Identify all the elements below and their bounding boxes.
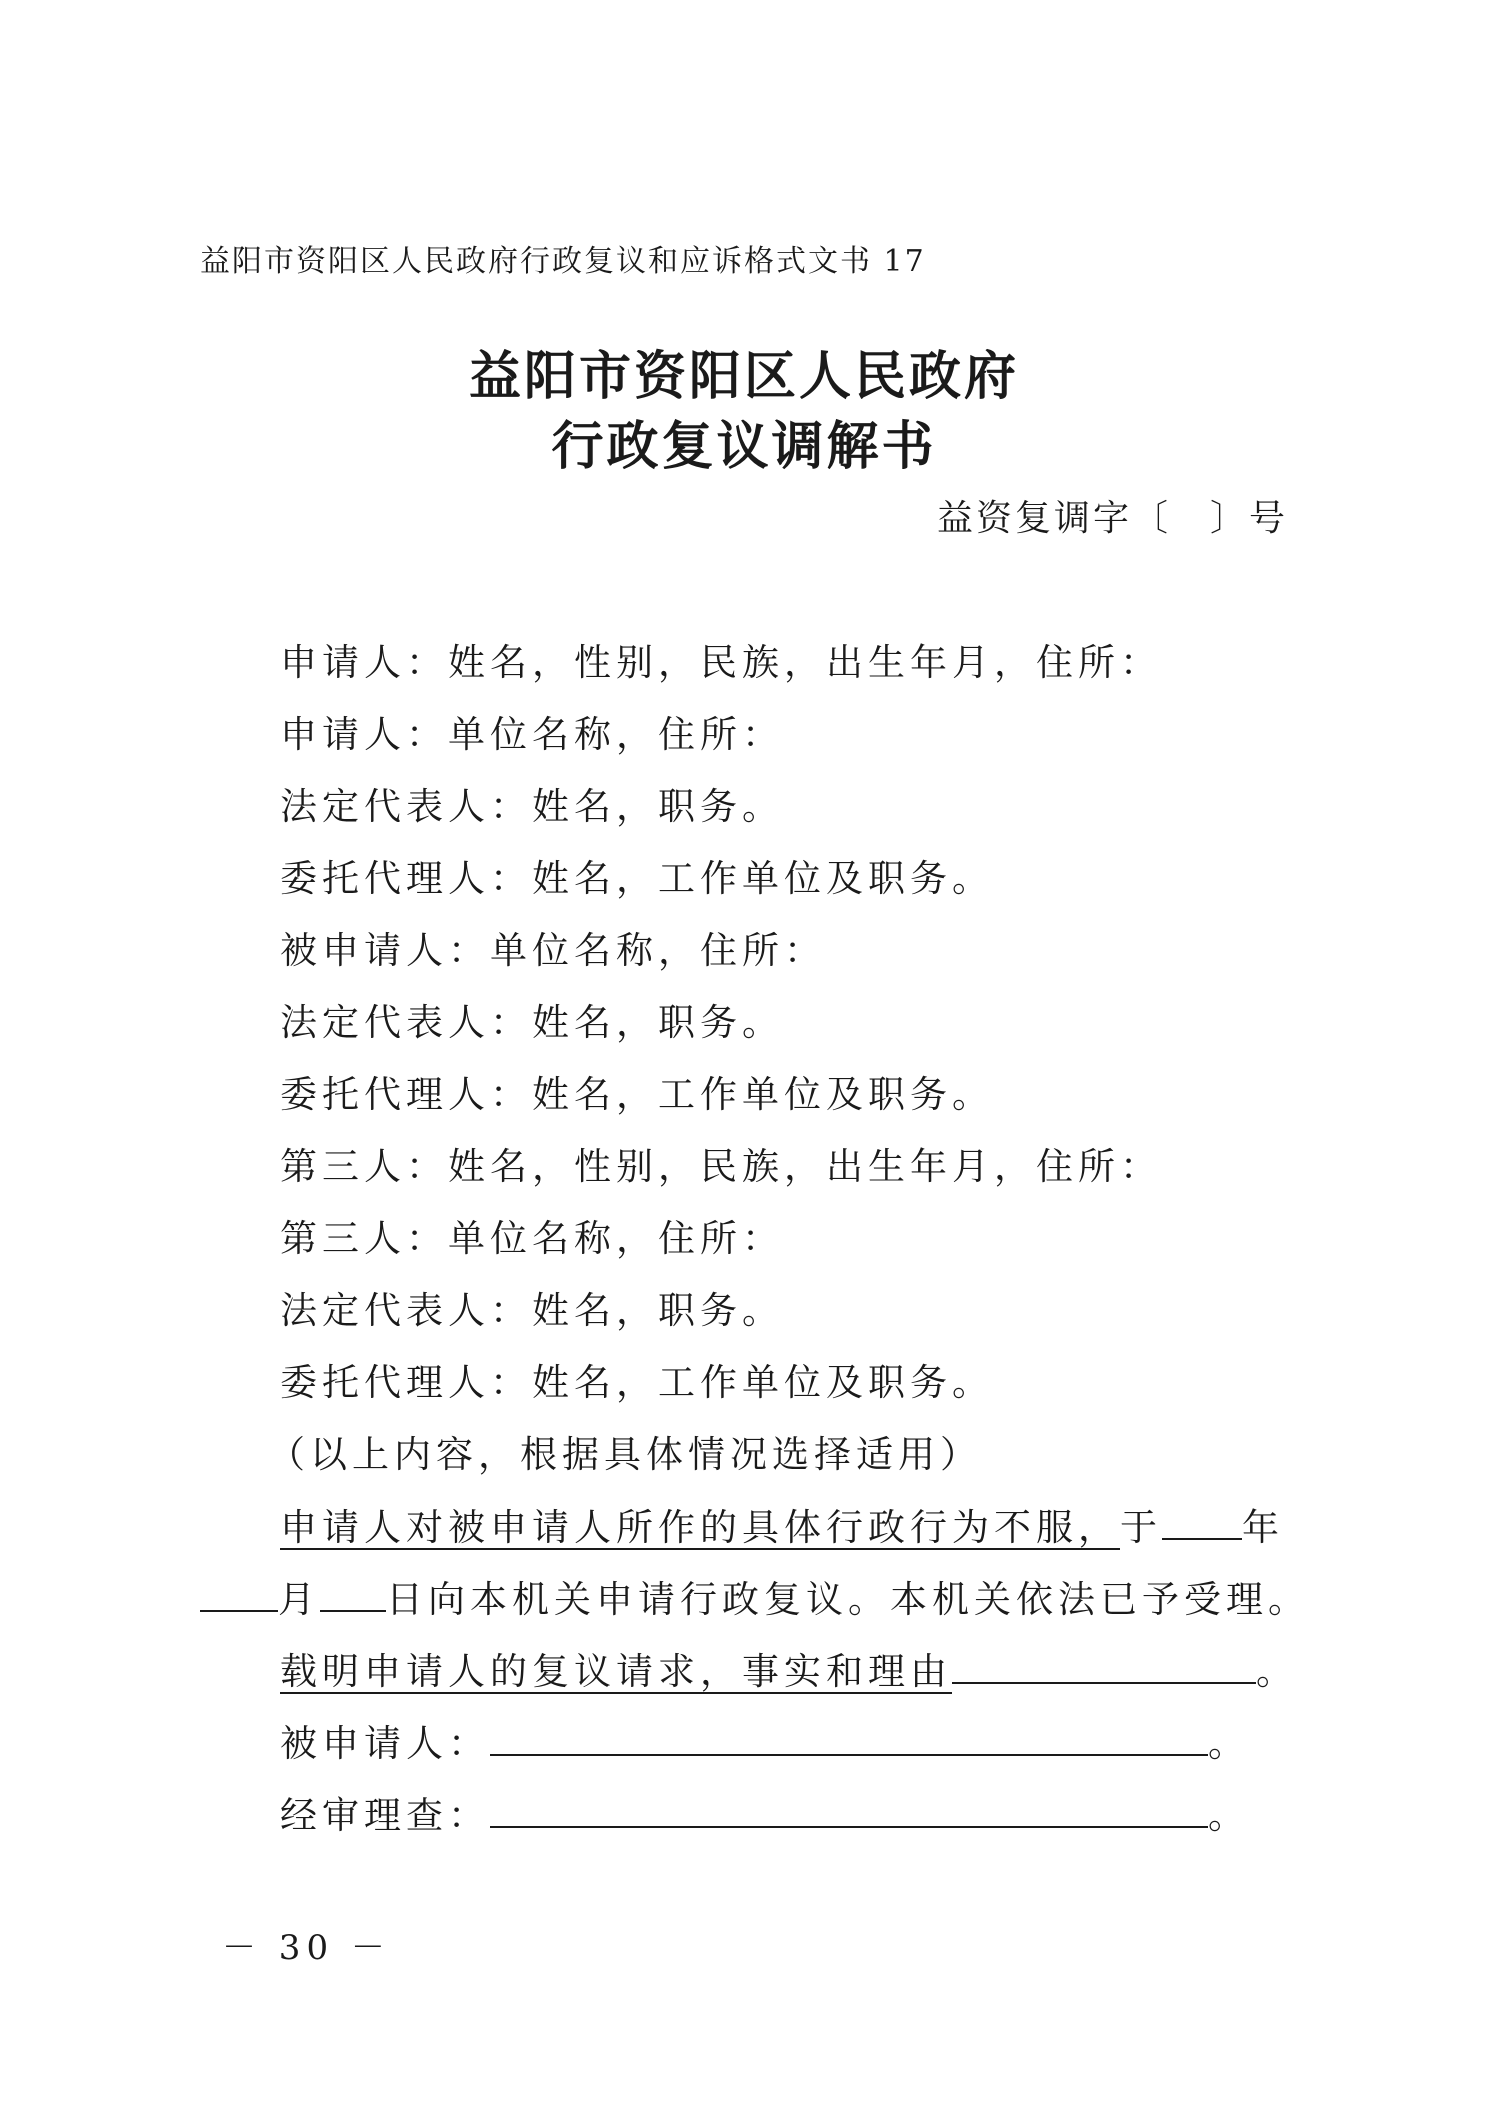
header-note: 益阳市资阳区人民政府行政复议和应诉格式文书 17 bbox=[200, 244, 926, 279]
review-line bbox=[280, 1790, 1250, 1841]
party-line: 法定代表人：姓名，职务。 bbox=[280, 1289, 784, 1332]
text-day-rest: 日向本机关申请行政复议。本机关依法已予受理。 bbox=[386, 1578, 1310, 1621]
party-line: 法定代表人：姓名，职务。 bbox=[280, 785, 784, 828]
reason-blank bbox=[952, 1646, 1256, 1684]
body-paragraph-2 bbox=[280, 1646, 1298, 1697]
party-line: 委托代理人：姓名，工作单位及职务。 bbox=[280, 1361, 994, 1404]
party-line: 申请人：单位名称，住所： bbox=[280, 713, 784, 756]
party-line: 委托代理人：姓名，工作单位及职务。 bbox=[280, 857, 994, 900]
document-title-line1: 益阳市资阳区人民政府 bbox=[468, 347, 1019, 407]
body-paragraph-1-cont bbox=[200, 1574, 1310, 1625]
month-blank bbox=[200, 1574, 278, 1612]
party-line: 第三人：单位名称，住所： bbox=[280, 1217, 784, 1260]
text-yu: 于 bbox=[1120, 1506, 1162, 1549]
page-number: － 30 － bbox=[222, 1928, 391, 1968]
applicability-note: （以上内容，根据具体情况选择适用） bbox=[268, 1433, 982, 1476]
respondent-line bbox=[280, 1718, 1250, 1769]
day-blank bbox=[320, 1574, 386, 1612]
document-number: 益资复调字〔 〕号 bbox=[936, 498, 1288, 539]
text-year: 年 bbox=[1242, 1506, 1284, 1549]
party-line: 法定代表人：姓名，职务。 bbox=[280, 1001, 784, 1044]
period: 。 bbox=[1208, 1722, 1250, 1765]
party-line: 委托代理人：姓名，工作单位及职务。 bbox=[280, 1073, 994, 1116]
party-line: 第三人：姓名，性别，民族，出生年月，住所： bbox=[280, 1145, 1162, 1188]
respondent-blank bbox=[490, 1718, 1208, 1756]
period: 。 bbox=[1256, 1650, 1298, 1693]
period: 。 bbox=[1208, 1794, 1250, 1837]
party-line: 被申请人：单位名称，住所： bbox=[280, 929, 826, 972]
document-title-line2: 行政复议调解书 bbox=[551, 417, 937, 477]
underlined-text: 载明申请人的复议请求，事实和理由 bbox=[280, 1650, 952, 1693]
year-blank bbox=[1162, 1502, 1242, 1540]
respondent-label: 被申请人： bbox=[280, 1722, 490, 1765]
body-paragraph-1 bbox=[280, 1502, 1284, 1553]
review-label: 经审理查： bbox=[280, 1794, 490, 1837]
review-blank bbox=[490, 1790, 1208, 1828]
party-line: 申请人：姓名，性别，民族，出生年月，住所： bbox=[280, 641, 1162, 684]
text-month: 月 bbox=[278, 1578, 320, 1621]
underlined-text: 申请人对被申请人所作的具体行政行为不服， bbox=[280, 1506, 1120, 1549]
